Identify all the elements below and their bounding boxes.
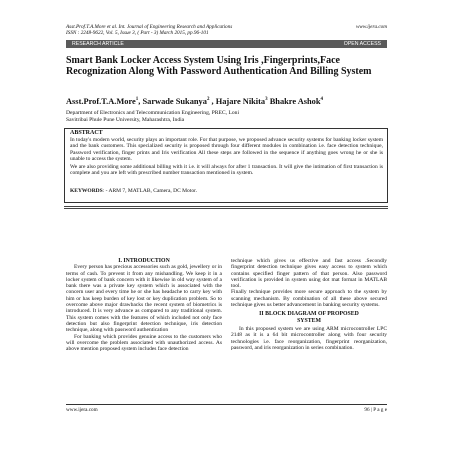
right-paragraph-1: technique which gives us effective and fast access .Secondly fingerprint detection technique gives easy access to system which contains specified finger pattern of that person. Also password verification is provided in system using dot mat format in MATLAB tool. xyxy=(231,258,387,290)
author-2: , Sarwade Sukanya xyxy=(138,97,207,106)
abstract-heading: ABSTRACT xyxy=(70,130,103,136)
research-article-label: RESEARCH ARTICLE xyxy=(72,41,124,47)
keywords xyxy=(70,188,197,194)
journal-header-line1: Asst.Prof.T.A.More et al. Int. Journal of Engineering Research and Applications xyxy=(66,24,233,30)
abstract-paragraph-1: In today's modern world, security plays an important role. For that purpose, we proposed advance security systems for banking locker system and the bank customers. This specialized security is proposed through four different modules in combination i.e. face detection technique, Password verification, finger prints and Iris verification All these steps are followed in the sequence if anything goes wrong he or she is unable to access the system. xyxy=(70,137,383,162)
right-paragraph-2: Finally technique provides more secure approach to the system by scanning mechanism. By combination of all these above secured technique gives us better advancement in banking security systems. xyxy=(231,289,387,309)
author-list xyxy=(66,97,323,106)
author-1: Asst.Prof.T.A.More xyxy=(66,97,136,106)
journal-header-line2: ISSN : 2248-9622, Vol. 5, Issue 3, ( Part - 3) March 2015, pp.96-101 xyxy=(66,30,209,36)
affiliation-line1: Department of Electronics and Telecommunication Engineering, PREC, Loni xyxy=(66,110,240,116)
section-divider-bottom xyxy=(64,208,388,209)
author-3: , Hajare Nikita xyxy=(209,97,266,106)
left-column xyxy=(66,258,222,352)
author-3-sup: 3 xyxy=(265,97,268,103)
intro-paragraph-1: Every person has precious accessories such as gold, jewellery or in terms of cash. To prevent it from any mishandling. We keep it in a locker system of bank concern with it likewise in old way system of a bank there was a private key system which is associated with the concern user and every time he or she has headache to carry key with him or has keep burden of key lost or key duplication problem. So to overcome above major drawbacks the recent system of biometrics is introduced. It is very advance as compared to any traditional system. This system comes with the features of which included not only face detection but also fingerprint detection technique, iris detection technique, along with password authentication xyxy=(66,264,222,334)
section-divider-top xyxy=(64,206,388,207)
page-number: 96 | P a g e xyxy=(364,407,387,413)
affiliation xyxy=(66,110,239,123)
paper-title: Smart Bank Locker Access System Using Iris ,Fingerprints,Face Recognization Along With Password Authentication And Billing System xyxy=(66,55,372,77)
block-diagram-heading xyxy=(231,311,387,324)
author-4-sup: 4 xyxy=(320,97,324,103)
author-4: Bhakre Ashok xyxy=(267,97,321,106)
affiliation-line2: Savitribai Phule Pune University, Maharashtra, India xyxy=(66,116,185,123)
right-paragraph-3: In this proposed system we are using ARM microcontroller LPC 2148 as it is a 64 bit microcontroller along with four security technologies i.e. face reorganization, fingerprint reorganization, password, and iris reorganization in series combination. xyxy=(231,325,387,351)
journal-website[interactable]: www.ijera.com xyxy=(355,24,387,30)
open-access-label: OPEN ACCESS xyxy=(343,41,381,47)
author-2-sup: 2 xyxy=(206,97,210,103)
keywords-list: : - ARM 7, MATLAB, Camera, DC Motor. xyxy=(102,188,197,194)
intro-paragraph-2: For banking which provides genuine access to the customers who will overcome the problem associated with unauthorized access. As above mention proposed system includes face detection xyxy=(66,333,222,353)
keywords-label: KEYWORDS xyxy=(70,188,103,194)
right-column xyxy=(231,258,387,351)
block-diagram-heading-line1: II BLOCK DIAGRAM OF PROPOSED xyxy=(259,311,359,318)
abstract-text xyxy=(70,137,383,179)
abstract-paragraph-2: We are also providing some additional billing with it i.e. it will always for after 1 transaction. It will give the intimation of first transaction is complete and you are left with prescribed number transaction mentioned in system. xyxy=(70,164,383,177)
block-diagram-heading-line2: SYSTEM xyxy=(297,317,321,324)
article-type-bar xyxy=(66,40,387,48)
footer-website[interactable]: www.ijera.com xyxy=(66,407,98,413)
introduction-heading: I. INTRODUCTION xyxy=(118,258,170,264)
author-1-sup: 1 xyxy=(135,97,139,103)
footer-rule xyxy=(66,404,387,405)
